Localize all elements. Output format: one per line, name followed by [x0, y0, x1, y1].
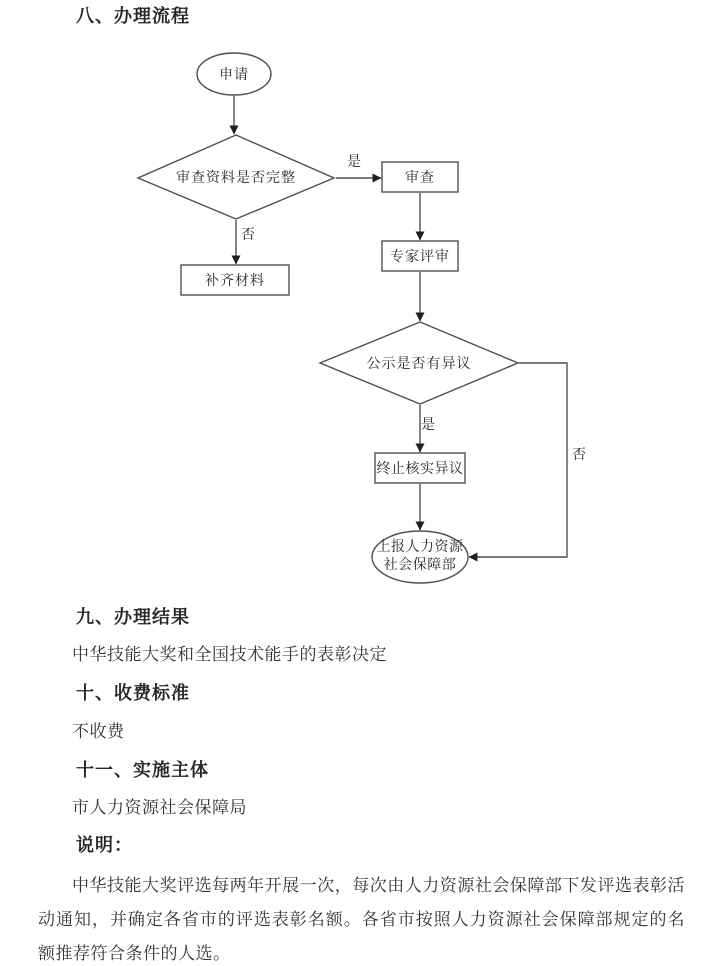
section-10-title: 十、收费标准: [76, 683, 190, 703]
decision1-label: 审查资料是否完整: [176, 171, 296, 186]
terminate-node-label: 终止核实异议: [376, 462, 464, 477]
expert-review-node-label: 专家评审: [390, 250, 450, 265]
decision1-no-label: 否: [241, 228, 255, 243]
notes-title: 说明：: [76, 835, 133, 855]
section-8-title: 八、办理流程: [76, 6, 190, 26]
decision2-yes-label: 是: [421, 418, 435, 433]
section-9-body: 中华技能大奖和全国技术能手的表彰决定: [72, 645, 387, 664]
start-node-label: 申请: [219, 68, 249, 83]
review-node-label: 审查: [405, 171, 435, 186]
section-9-title: 九、办理结果: [76, 607, 190, 627]
section-11-title: 十一、实施主体: [76, 760, 209, 780]
section-11-body: 市人力资源社会保障局: [72, 798, 247, 817]
decision2-label: 公示是否有异议: [366, 357, 472, 372]
decision2-no-label: 否: [572, 448, 586, 463]
section-10-body: 不收费: [72, 722, 125, 741]
supplement-node-label: 补齐材料: [205, 274, 265, 289]
end-node-label-line2: 社会保障部: [383, 558, 457, 573]
notes-paragraph: 中华技能大奖评选每两年开展一次，每次由人力资源社会保障部下发评选表彰活动通知，并确定各省市的评选表彰名额。各省市按照人力资源社会保障部规定的名额推荐符合条件的人选。: [38, 876, 685, 963]
end-node-label: [372, 531, 468, 583]
end-node-label-line1: 上报人力资源: [376, 540, 464, 555]
decision1-yes-label: 是: [347, 155, 361, 170]
